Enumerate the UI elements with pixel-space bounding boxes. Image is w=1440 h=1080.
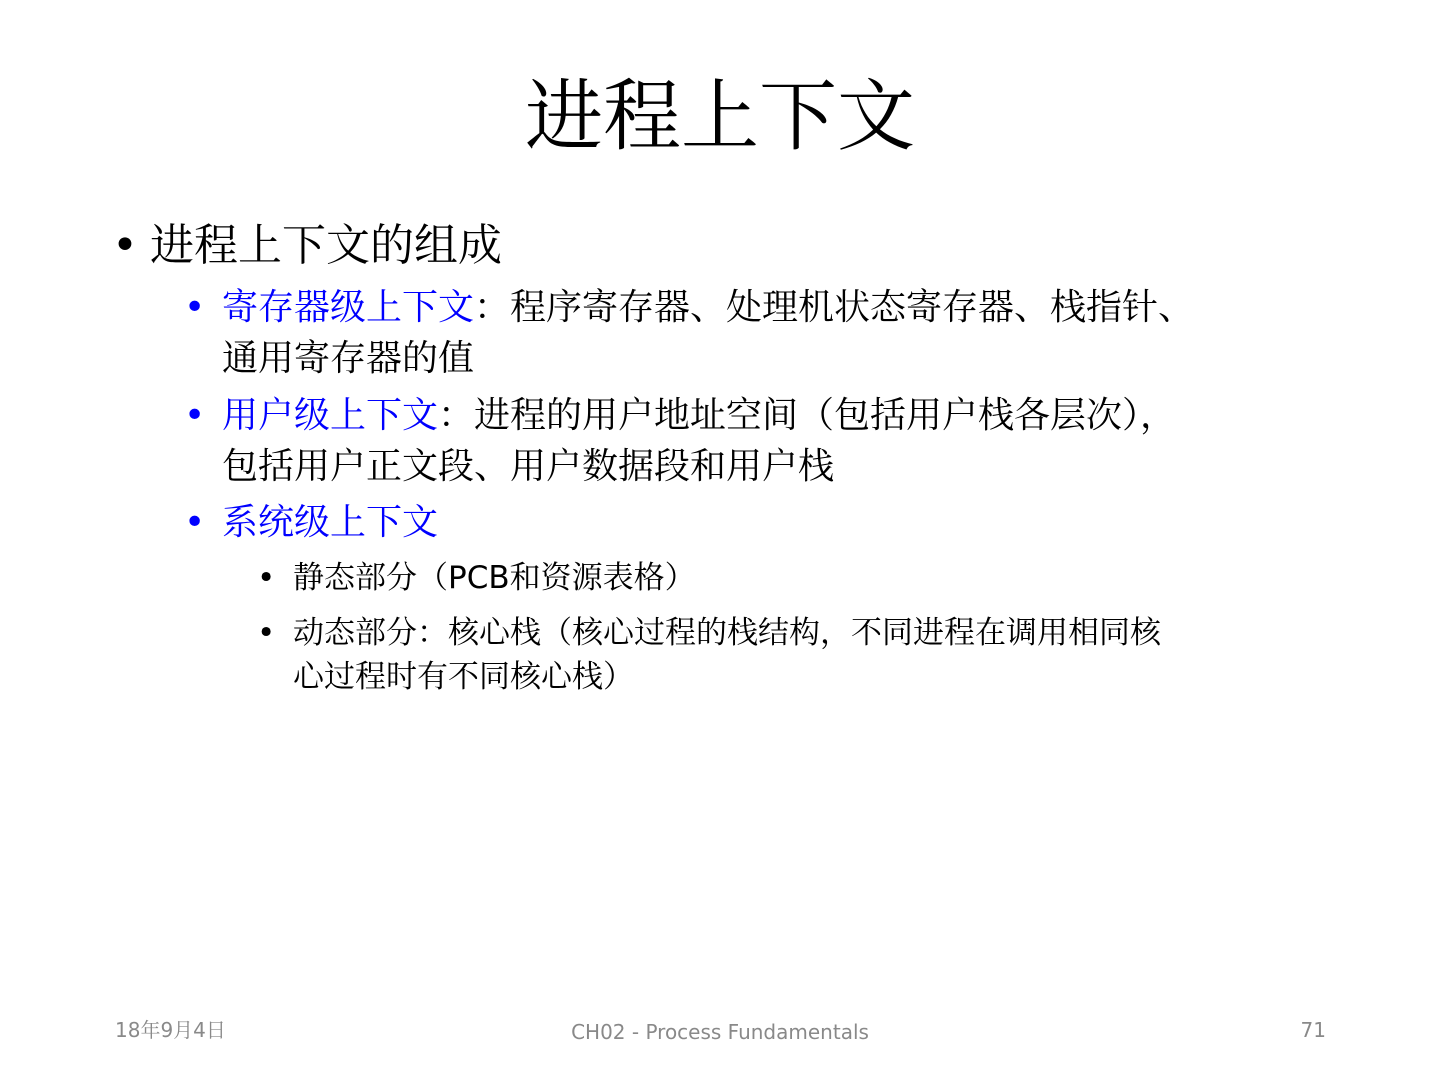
bullet-item-system-context (184, 497, 1302, 548)
term-user-context: 用户级上下文 (222, 395, 439, 436)
bullet-icon: • (257, 560, 276, 596)
bullet-item-register-context (184, 282, 1302, 384)
bullet-icon: • (112, 220, 138, 271)
term-system-context: 系统级上下文 (222, 502, 439, 543)
slide-title: 进程上下文 (524, 72, 915, 162)
bullet-text: 静态部分（PCB和资源表格） (293, 560, 696, 596)
bullet-icon: • (184, 395, 206, 436)
bullet-text-continued: 心过程时有不同核心栈） (293, 659, 634, 695)
bullet-line-continued: 通用寄存器的值 (222, 338, 475, 379)
bullet-item-user-context (184, 390, 1302, 492)
bullet-line (222, 497, 1302, 548)
footer-title: CH02 - Process Fundamentals (571, 1020, 869, 1044)
bullet-icon: • (184, 502, 206, 543)
bullet-line (222, 390, 1302, 441)
bullet-item-dynamic-part (257, 611, 1303, 699)
bullet-icon: • (184, 287, 206, 328)
bullet-description: ：进程的用户地址空间（包括用户栈各层次）， (438, 395, 1177, 436)
bullet-line-continued: 包括用户正文段、用户数据段和用户栈 (222, 446, 835, 487)
page-number: 71 (1300, 1018, 1326, 1042)
bullet-icon: • (257, 615, 276, 651)
bullet-line (222, 282, 1302, 333)
bullet-text: 动态部分：核心栈（核心过程的栈结构，不同进程在调用相同核 (293, 615, 1161, 651)
term-register-context: 寄存器级上下文 (222, 287, 475, 328)
bullet-item-static-part (257, 556, 1303, 600)
bullet-text: 进程上下文的组成 (150, 220, 502, 271)
footer-date: 18年9月4日 (115, 1018, 226, 1042)
bullet-description: ：程序寄存器、处理机状态寄存器、栈指针、 (474, 287, 1195, 328)
bullet-item-composition (112, 219, 1310, 273)
